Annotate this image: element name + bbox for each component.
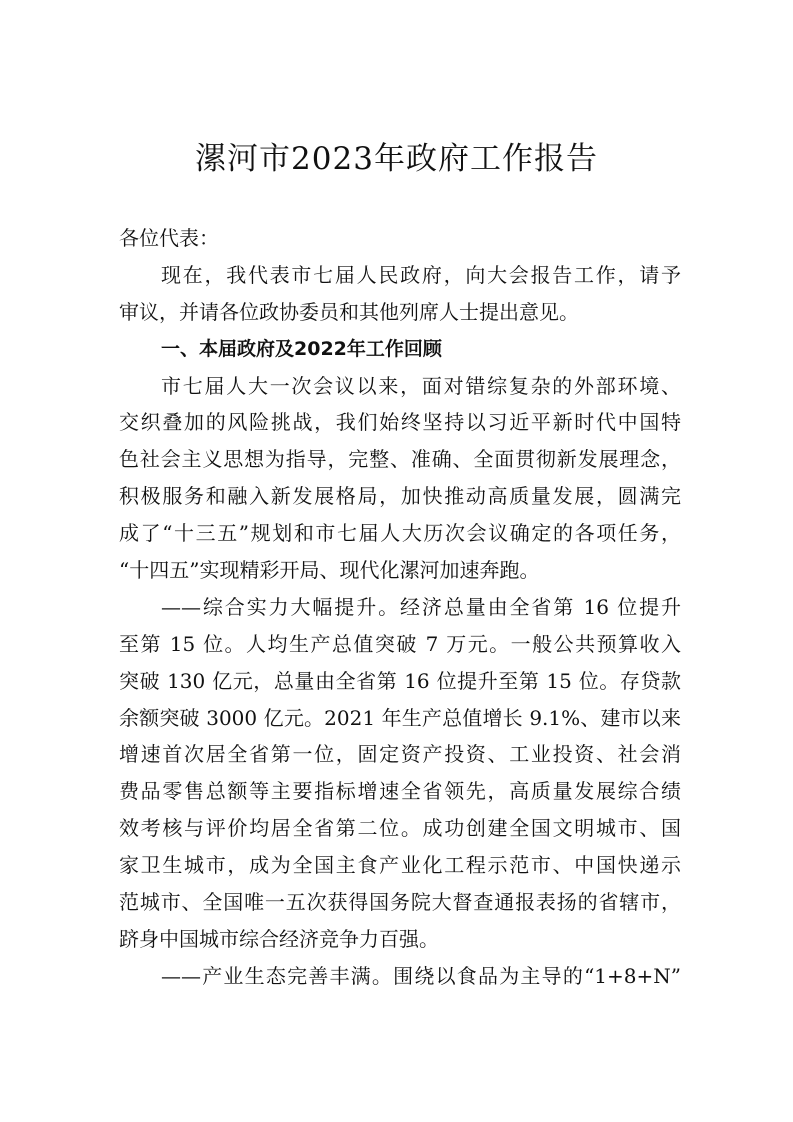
section-heading: 一、本届政府及2022年工作回顾 bbox=[161, 337, 442, 360]
paragraph-line: 效考核与评价均居全省第二位。成功创建全国文明城市、国 bbox=[119, 816, 681, 841]
paragraph-line: 家卫生城市，成为全国主食产业化工程示范市、中国快递示 bbox=[119, 853, 681, 878]
paragraph-line: 跻身中国城市综合经济竞争力百强。 bbox=[119, 926, 439, 951]
salutation: 各位代表： bbox=[119, 226, 219, 250]
paragraph-line: 费品零售总额等主要指标增速全省领先，高质量发展综合绩 bbox=[119, 779, 681, 804]
paragraph-line: “十四五”实现精彩开局、现代化漯河加速奔跑。 bbox=[119, 558, 540, 583]
paragraph-line: 交织叠加的风险挑战，我们始终坚持以习近平新时代中国特 bbox=[119, 410, 681, 435]
paragraph-line: 市七届人大一次会议以来，面对错综复杂的外部环境、 bbox=[161, 373, 681, 398]
paragraph-line: 成了“十三五”规划和市七届人大历次会议确定的各项任务， bbox=[119, 521, 681, 546]
paragraph-line: 至第 15 位。人均生产总值突破 7 万元。一般公共预算收入 bbox=[119, 631, 681, 656]
paragraph-line: 余额突破 3000 亿元。2021 年生产总值增长 9.1%、建市以来 bbox=[119, 705, 681, 730]
paragraph-line: 突破 130 亿元，总量由全省第 16 位提升至第 15 位。存贷款 bbox=[119, 668, 681, 693]
document-body bbox=[119, 220, 681, 995]
paragraph-line: ——产业生态完善丰满。围绕以食品为主导的“1+8+N” bbox=[161, 963, 681, 988]
paragraph-line: 范城市、全国唯一五次获得国务院大督查通报表扬的省辖市， bbox=[119, 890, 681, 915]
paragraph-line: 现在，我代表市七届人民政府，向大会报告工作，请予 bbox=[161, 262, 681, 287]
paragraph-line: 增速首次居全省第一位，固定资产投资、工业投资、社会消 bbox=[119, 742, 681, 767]
paragraph-line: 色社会主义思想为指导，完整、准确、全面贯彻新发展理念， bbox=[119, 447, 681, 472]
paragraph-line: 审议，并请各位政协委员和其他列席人士提出意见。 bbox=[119, 299, 579, 324]
paragraph-line: 积极服务和融入新发展格局，加快推动高质量发展，圆满完 bbox=[119, 484, 681, 509]
paragraph-line: ——综合实力大幅提升。经济总量由全省第 16 位提升 bbox=[161, 594, 681, 619]
document-title: 漯河市2023年政府工作报告 bbox=[195, 141, 598, 177]
